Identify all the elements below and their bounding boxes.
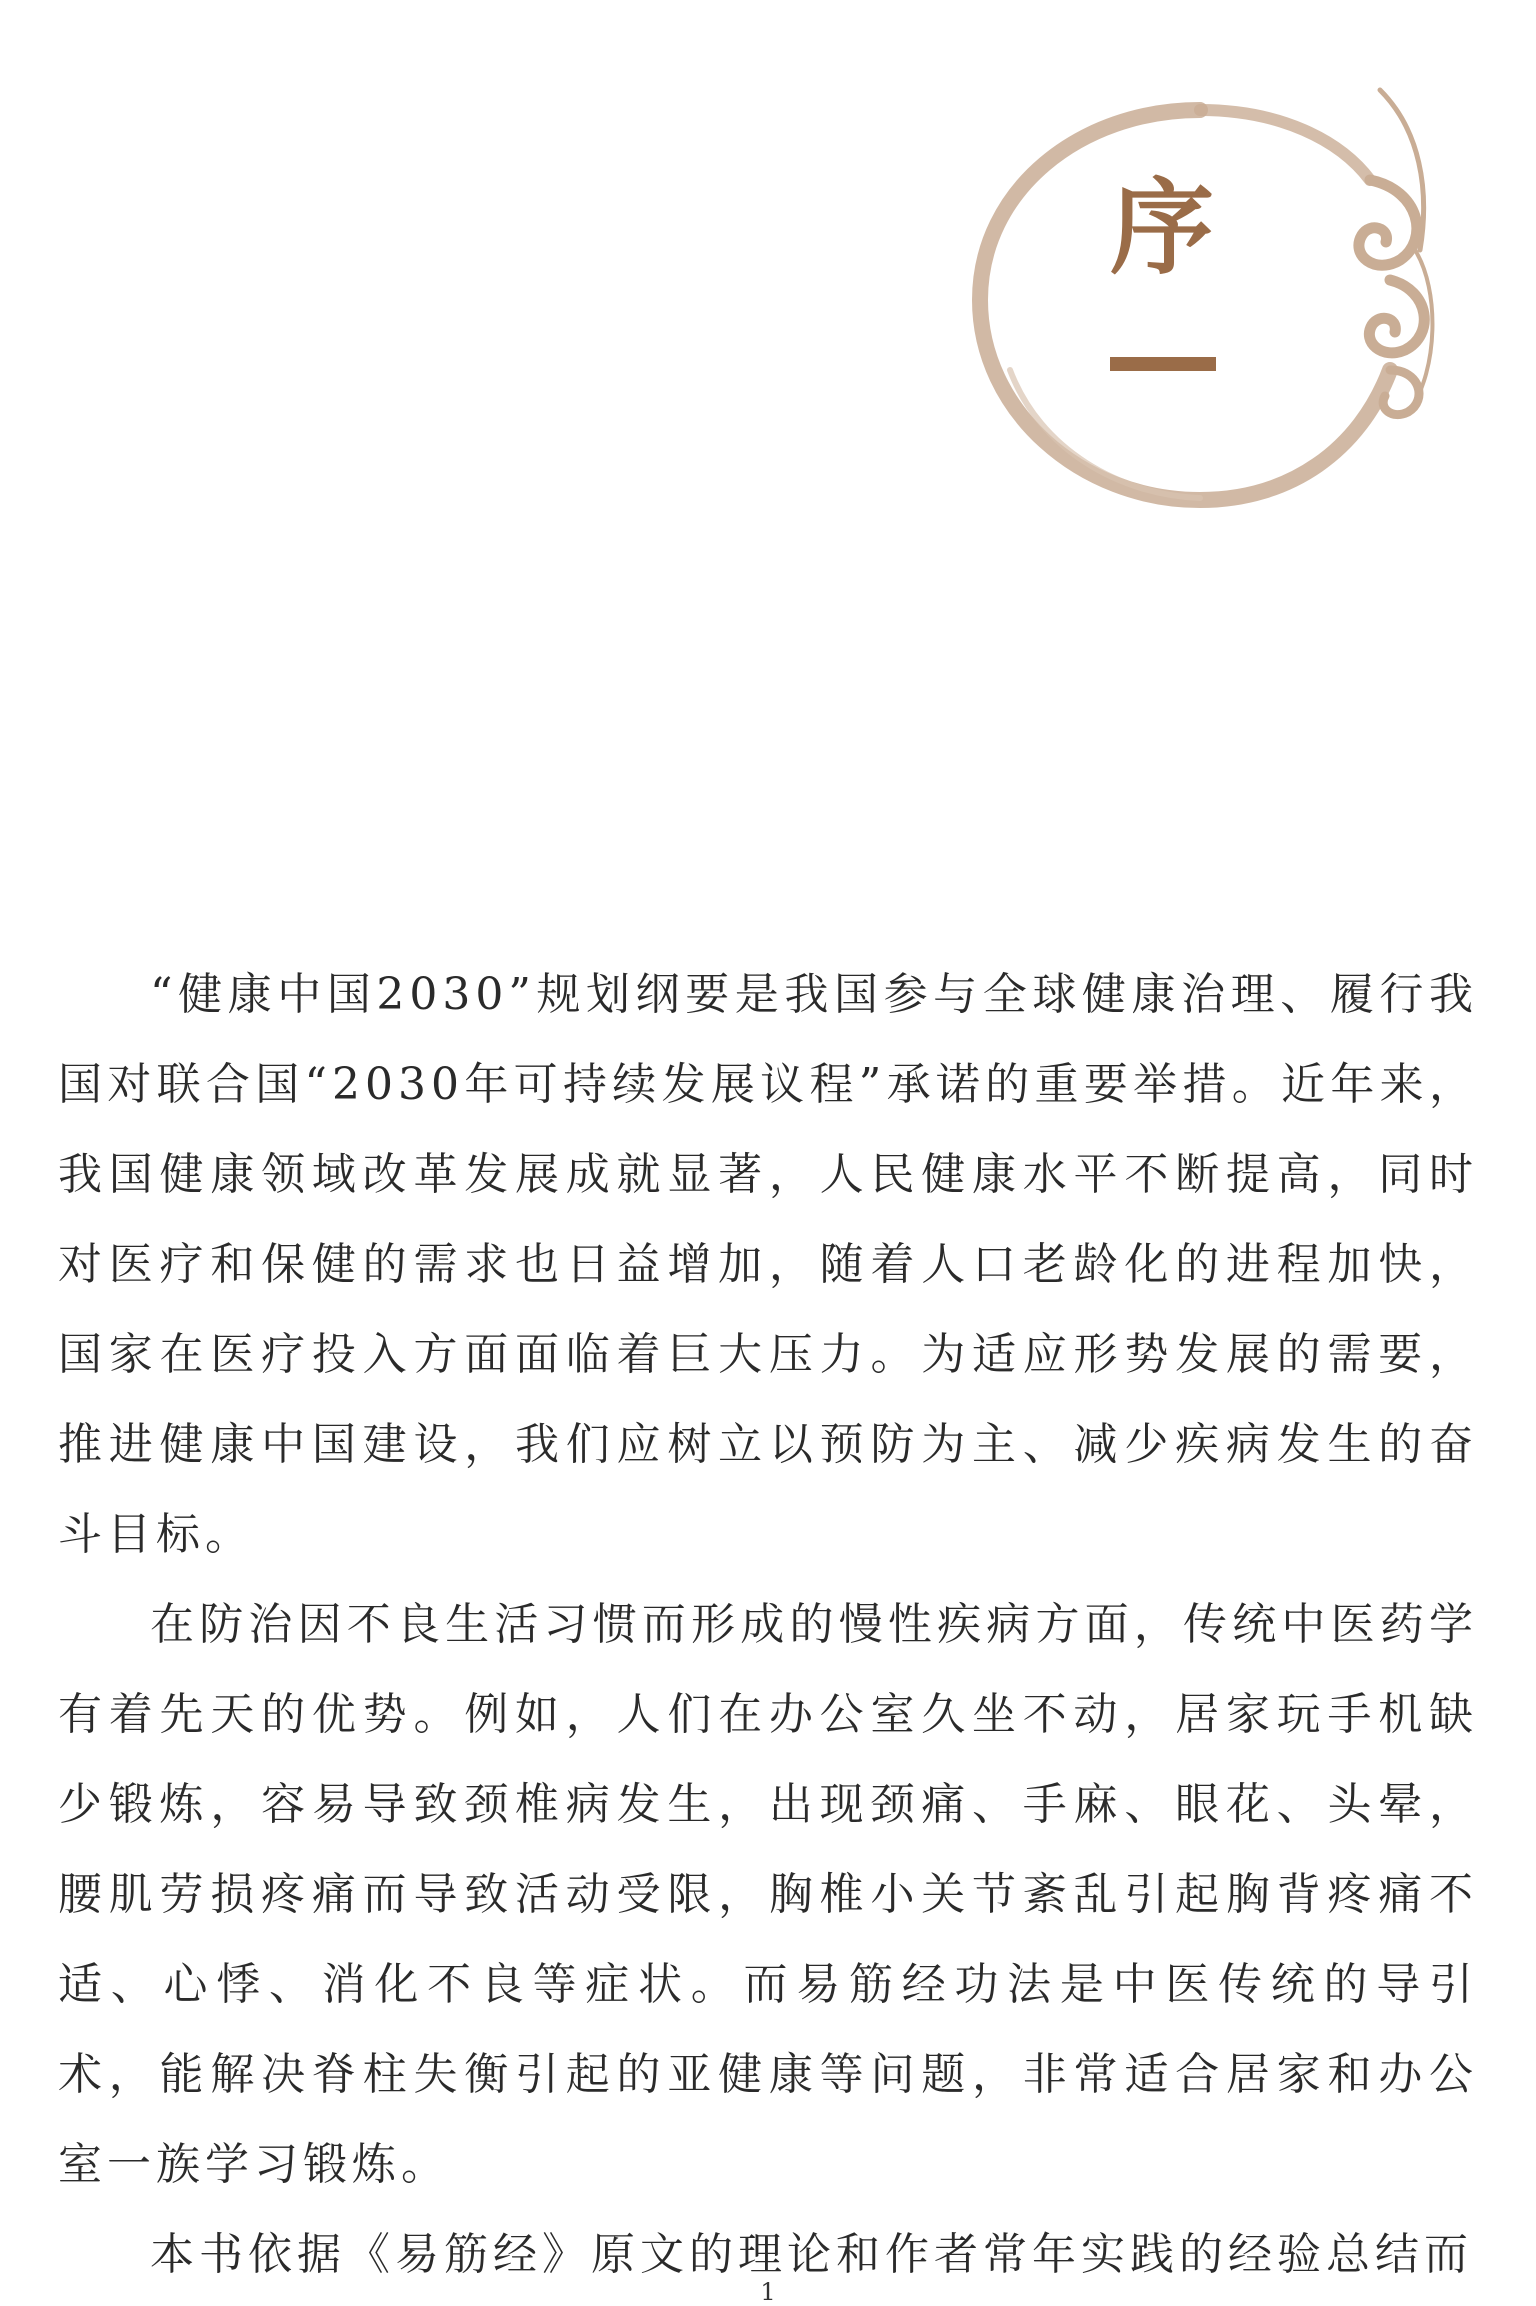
paragraph: “健康中国2030”规划纲要是我国参与全球健康治理、履行我国对联合国“2030年可持续发展议程”承诺的重要举措。近年来，我国健康领域改革发展成就显著，人民健康水平不断提高，同时对医疗和保健的需求也日益增加，随着人口老龄化的进程加快，国家在医疗投入方面面临着巨大压力。为适应形势发展的需要，推进健康中国建设，我们应树立以预防为主、减少疾病发生的奋斗目标。: [58, 969, 1478, 1560]
page-number: 1: [760, 2278, 776, 2306]
cloud-ring-icon: [950, 70, 1450, 530]
preface-seal: [950, 70, 1450, 530]
preface-number-stroke: [1110, 357, 1216, 371]
paragraph: 在防治因不良生活习惯而形成的慢性疾病方面，传统中医药学有着先天的优势。例如，人们在办公室久坐不动，居家玩手机缺少锻炼，容易导致颈椎病发生，出现颈痛、手麻、眼花、头晕，腰肌劳损疼痛而导致活动受限，胸椎小关节紊乱引起胸背疼痛不适、心悸、消化不良等症状。而易筋经功法是中医传统的导引术，能解决脊柱失衡引起的亚健康等问题，非常适合居家和办公室一族学习锻炼。: [58, 1599, 1478, 2190]
paragraph: 本书依据《易筋经》原文的理论和作者常年实践的经验总结而: [150, 2229, 1473, 2280]
preface-body: [58, 950, 1478, 2300]
preface-title: 序: [1109, 167, 1214, 289]
